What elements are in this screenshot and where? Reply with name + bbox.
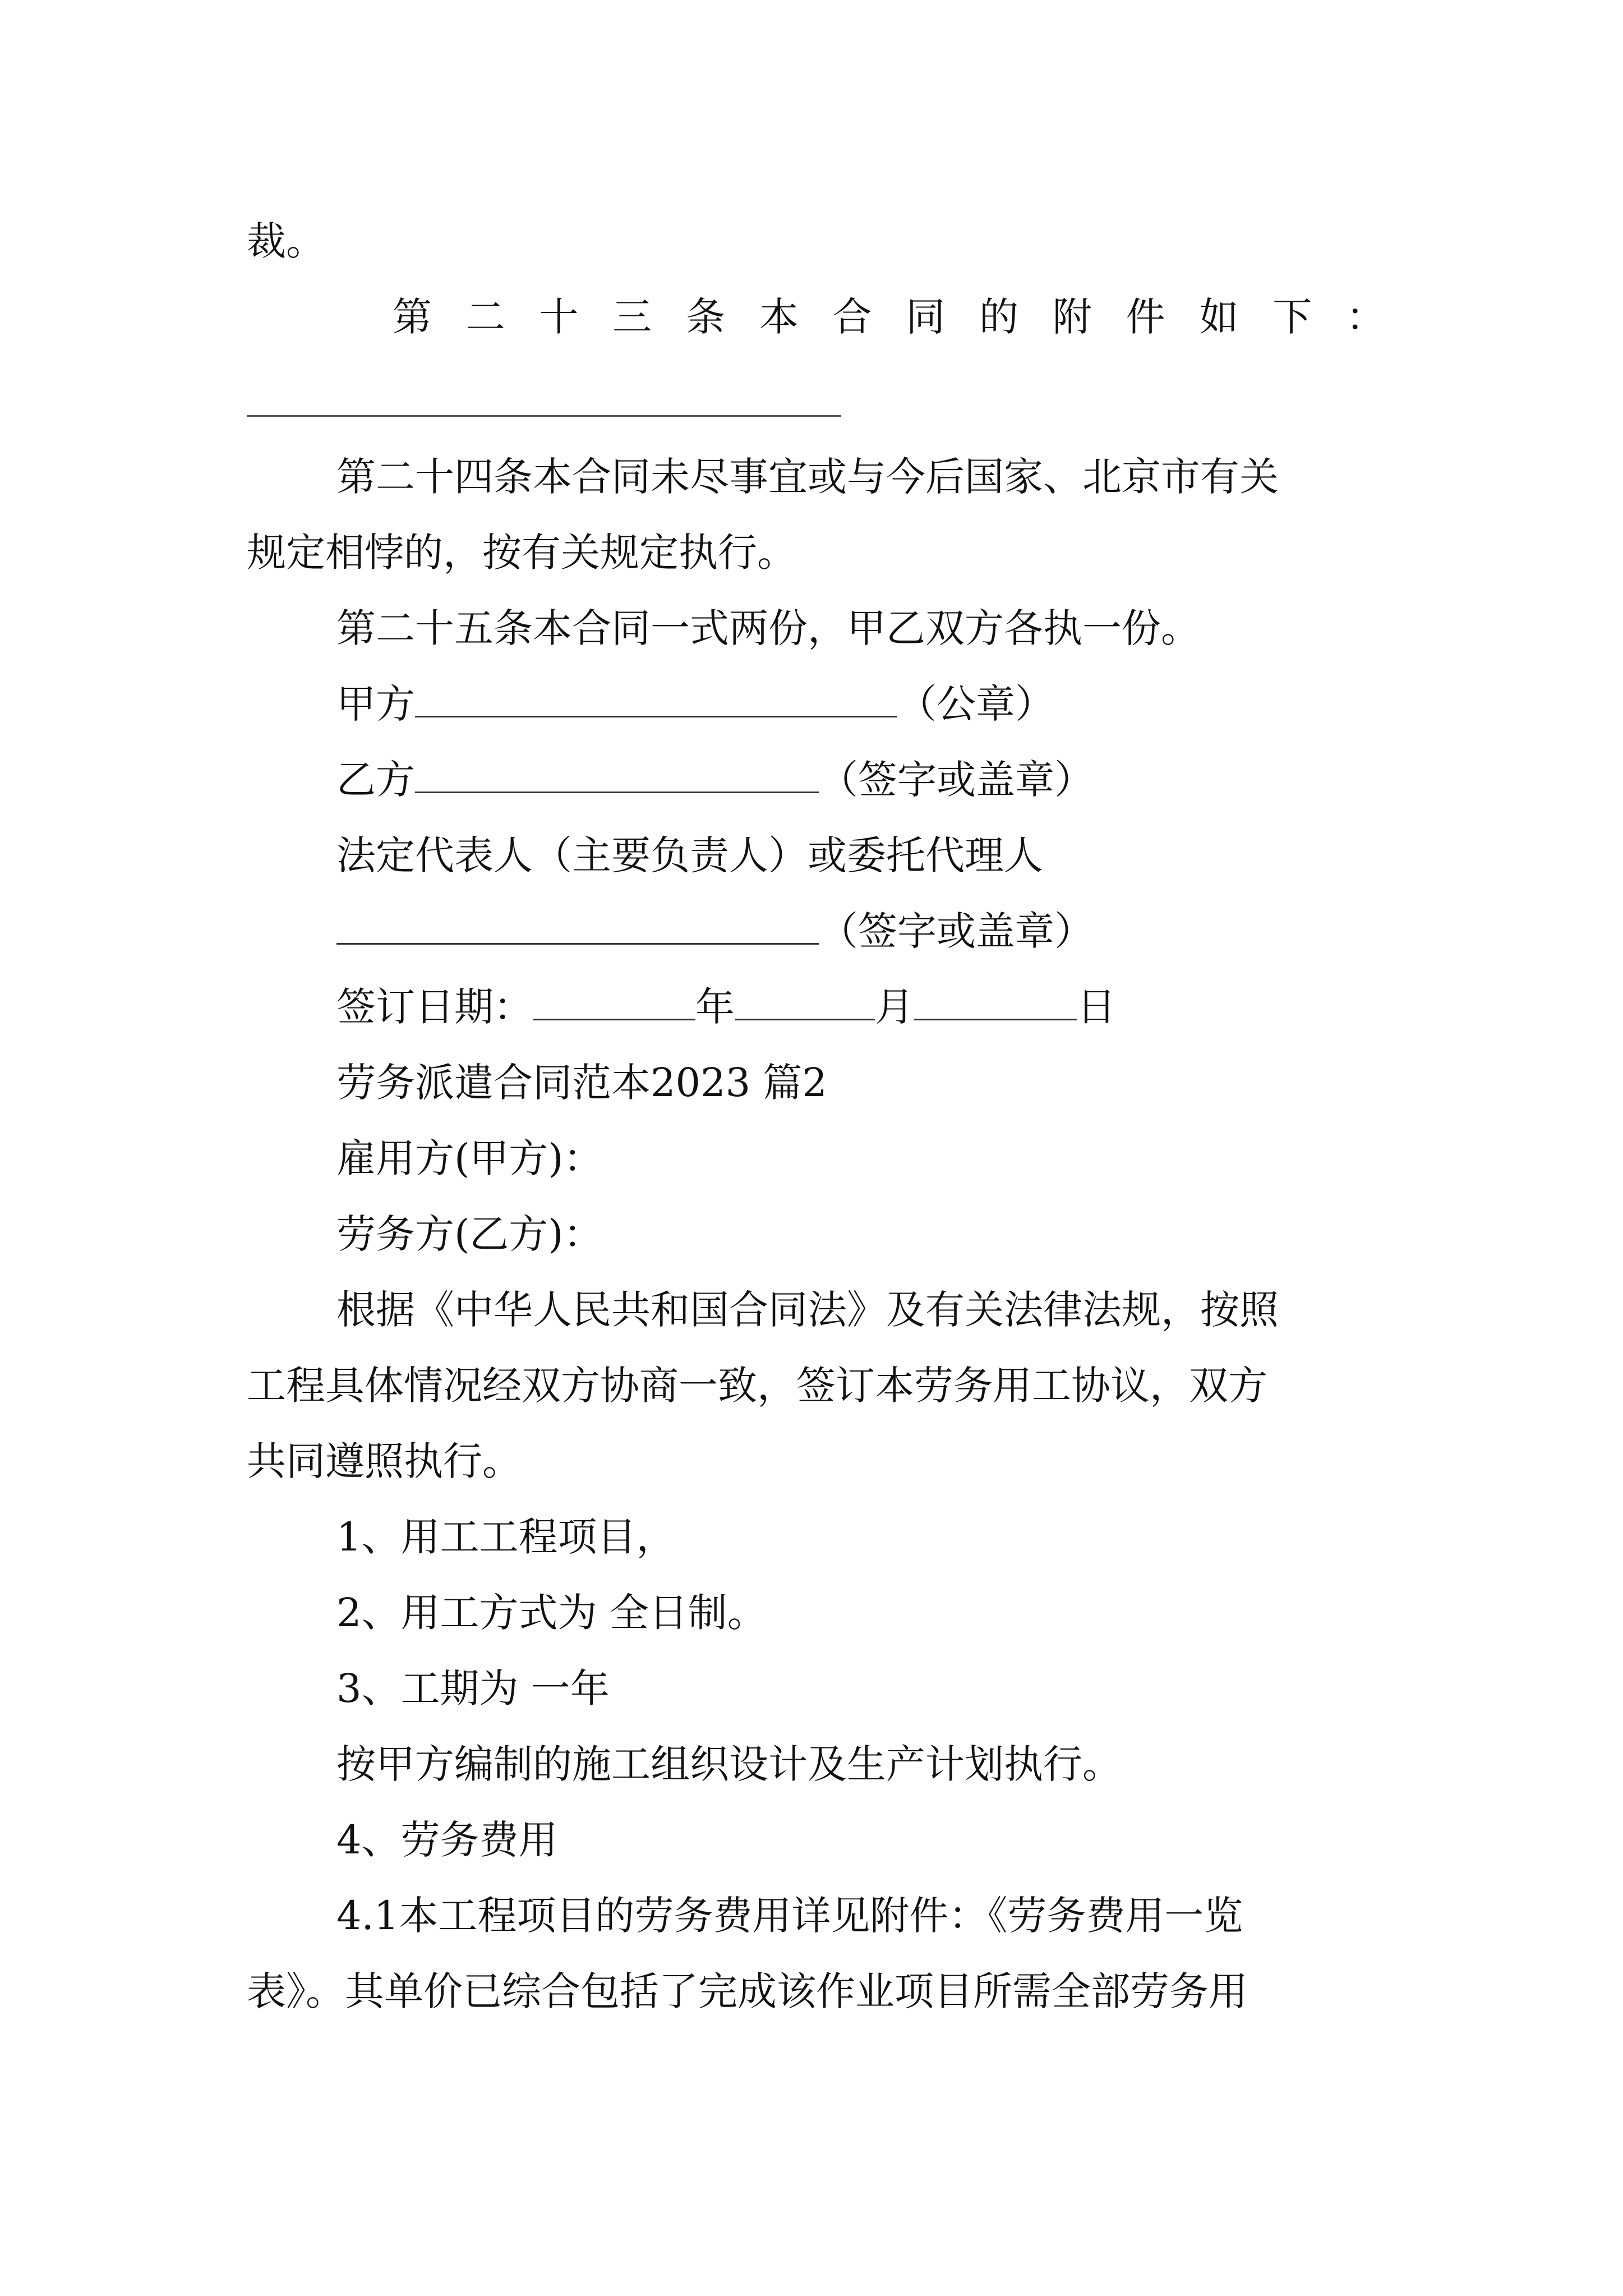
heading-char: 件 <box>1126 294 1165 340</box>
representative-blank <box>336 909 819 945</box>
heading-char: 二 <box>465 294 505 340</box>
heading-char: 同 <box>906 294 946 340</box>
text-line: 工程具体情况经双方协商一致，签订本劳务用工协议，双方 <box>247 1363 1267 1409</box>
text-line: 3、工期为 一年 <box>336 1665 610 1711</box>
party-a-label: 甲方 <box>336 681 415 727</box>
heading-char: ： <box>1345 294 1385 340</box>
text-line: 裁。 <box>247 218 325 264</box>
text-line: 按甲方编制的施工组织设计及生产计划执行。 <box>336 1741 1122 1787</box>
month-label: 月 <box>875 984 914 1030</box>
text-line: 雇用方(甲方)： <box>336 1135 603 1181</box>
text-line: 4、劳务费用 <box>336 1817 558 1863</box>
heading-char: 十 <box>539 294 579 340</box>
heading-char: 本 <box>759 294 799 340</box>
text-line: 规定相悖的，按有关规定执行。 <box>247 530 796 576</box>
representative-seal: （签字或盖章） <box>819 908 1094 954</box>
text-line: 4.1本工程项目的劳务费用详见附件：《劳务费用一览 <box>336 1893 1243 1939</box>
party-b-line <box>336 754 1475 805</box>
text-line: 1、用工工程项目， <box>336 1514 676 1560</box>
text-line: 根据《中华人民共和国合同法》及有关法律法规，按照 <box>336 1287 1279 1333</box>
heading-char: 的 <box>979 294 1019 340</box>
heading-char: 下 <box>1272 294 1312 340</box>
party-a-seal: （公章） <box>897 681 1054 727</box>
party-a-blank <box>415 682 897 717</box>
representative-sign-line <box>336 906 1475 956</box>
party-a-line <box>336 679 1475 729</box>
heading-char: 三 <box>612 294 652 340</box>
text-line: 第二十五条本合同一式两份，甲乙双方各执一份。 <box>336 605 1200 651</box>
heading-char: 合 <box>832 294 872 340</box>
heading-char: 条 <box>686 294 726 340</box>
day-blank <box>914 985 1077 1020</box>
heading-char: 第 <box>393 294 432 340</box>
text-line: 第二十四条本合同未尽事宜或与今后国家、北京市有关 <box>336 454 1279 500</box>
text-line: 共同遵照执行。 <box>247 1438 522 1484</box>
signing-date-line <box>336 982 1475 1032</box>
attachment-blank-line <box>247 415 841 417</box>
party-b-seal: （签字或盖章） <box>819 757 1094 803</box>
signing-date-label: 签订日期： <box>336 984 533 1030</box>
year-label: 年 <box>695 984 735 1030</box>
year-blank <box>533 985 695 1020</box>
text-line: 2、用工方式为 全日制。 <box>336 1590 767 1636</box>
month-blank <box>735 985 875 1020</box>
text-line: 法定代表人（主要负责人）或委托代理人 <box>336 832 1043 878</box>
day-label: 日 <box>1077 984 1116 1030</box>
article-23-heading <box>393 292 1385 342</box>
text-line: 表》。其单价已综合包括了完成该作业项目所需全部劳务用 <box>247 1968 1248 2014</box>
text-line: 劳务方(乙方)： <box>336 1211 603 1257</box>
party-b-blank <box>415 758 819 793</box>
party-b-label: 乙方 <box>336 757 415 803</box>
section-title: 劳务派遣合同范本2023 篇2 <box>336 1060 827 1106</box>
heading-char: 如 <box>1199 294 1239 340</box>
heading-char: 附 <box>1052 294 1092 340</box>
